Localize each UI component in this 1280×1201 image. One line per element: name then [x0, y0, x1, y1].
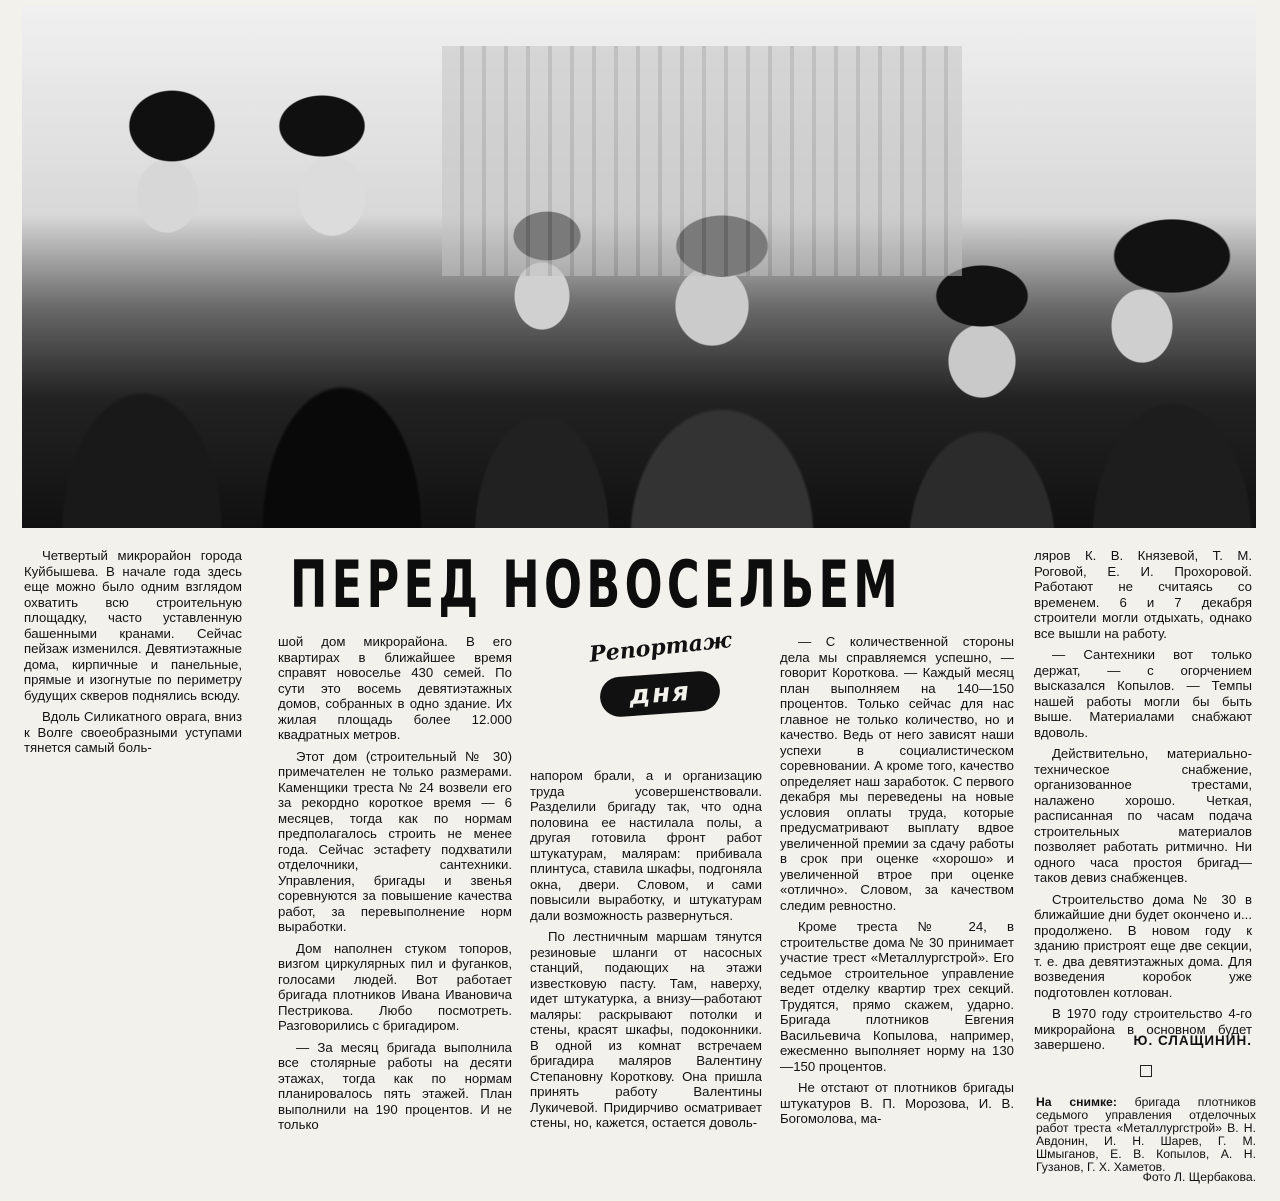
- column-1: [24, 548, 242, 762]
- caption-lead: На снимке:: [1036, 1095, 1117, 1109]
- column-5: [1034, 548, 1252, 1059]
- col5-para-5: В 1970 году строительство 4-го микрорайона в основном будет завершено.: [1034, 1006, 1252, 1052]
- caption-text: бригада плотников седьмого управления отделочных работ треста «Металлургстрой» В. Н. Авдонин, И. Н. Шарев, Г. М. Шмыганов, Е. В. Копылов, А. Н. Гузанов, Г. Х. Хаметов.: [1036, 1095, 1257, 1174]
- rubric-logo: [578, 627, 733, 722]
- col5-para-4: Строительство дома № 30 в ближайшие дни будет окончено и... продолжено. В новом году к зданию пристроят еще две секции, т. е. два девятиэтажных дома. Для возведения коробок уже подготовлен котлован.: [1034, 891, 1252, 1000]
- rubric-top: Репортаж: [588, 627, 733, 668]
- author-signature: Ю. СЛАЩИНИН.: [1133, 1033, 1252, 1048]
- photo-caption: [1036, 1096, 1256, 1174]
- col1-para-2: Вдоль Силикатного оврага, вниз к Волге своеобразными уступами тянется самый боль-: [24, 709, 242, 755]
- workers-photo: [22, 6, 1256, 528]
- workers-figures: [22, 268, 1256, 528]
- photo-credit: Фото Л. Щербакова.: [1142, 1170, 1256, 1184]
- end-mark-icon: [1140, 1065, 1152, 1077]
- column-4: [780, 634, 1014, 1133]
- col2-para-1: шой дом микрорайона. В его квартирах в ближайшее время справят новоселье 430 семей. По сути это восемь девятиэтажных домов, собранных в одно здание. Их жилая площадь более 12.000 квадратных метров.: [278, 634, 512, 742]
- rubric-bottom: дня: [599, 670, 721, 718]
- column-3: [530, 768, 762, 1137]
- col2-para-3: Дом наполнен стуком топоров, визгом циркулярных пил и фуганков, голосами людей. Вот работает бригада плотников Ивана Ивановича Пестрикова. Любо посмотреть. Разговорились с бригадиром.: [278, 940, 512, 1033]
- col5-para-1: ляров К. В. Князевой, Т. М. Роговой, Е. И. Прохоровой. Работают не считаясь со временем. 6 и 7 декабря строители могли отдыхать, однако все вышли на работу.: [1034, 548, 1252, 641]
- col4-para-1: — С количественной стороны дела мы справляемся успешно, — говорит Короткова. — Каждый месяц план выполняем на 140—150 процентов. Только сейчас для нас главное не только количество, но и качество. Ведь от него зависят наши успехи в социалистическом соревновании. А кроме того, качество определяет наш заработок. С первого декабря мы переведены на новые условия оплаты труда, которые предусматривают выплату вдвое увеличенной премии за сдачу работы в срок при оценке «хорошо» и увеличенной втрое при оценке «отлично». Словом, за качеством следим ревностно.: [780, 634, 1014, 913]
- col4-para-2: Кроме треста № 24, в строительстве дома № 30 принимает участие трест «Металлургстрой». Его седьмое строительное управление ведет отделку квартир трех секций. Трудятся, прямо скажем, ударно. Бригада плотников Евгения Васильевича Копылова, например, ежесменно выполняет норму на 130—150 процентов.: [780, 919, 1014, 1074]
- col5-para-3: Действительно, материально-техническое снабжение, организованное трестами, налажено хорошо. Четкая, расписанная по часам подача строительных материалов позволяет работать ритмично. Ни одного часа простоя бригад— таков девиз снабженцев.: [1034, 746, 1252, 885]
- building-background: [442, 46, 962, 276]
- col2-para-2: Этот дом (строительный № 30) примечателен не только размерами. Каменщики треста № 24 возвели его за рекордно короткое время — 6 месяцев, тогда как по нормам предполагалось строить не менее года. Сейчас эстафету подхватили отделочники, сантехники. Управления, бригады и звенья соревнуются за повышение качества работ, за перевыполнение норм выработки.: [278, 748, 512, 934]
- col3-para-1: напором брали, а и организацию труда усовершенствовали. Разделили бригаду так, что одна половина ее настилала полы, а другая готовила фронт работ штукатурам, малярам: прибивала плинтуса, ставила шкафы, подгоняла окна, двери. Словом, и сами повысили выработку, и штукатурам дали возможность развернуться.: [530, 768, 762, 923]
- col3-para-2: По лестничным маршам тянутся резиновые шланги от насосных станций, подающих на этажи известковую пасту. Там, наверху, идет штукатурка, а внизу—работают маляры: раскрывают потолки и стены, красят шкафы, подоконники. В одной из комнат встречаем бригадира маляров Валентину Степановну Короткову. Она пришла принять работу Валентины Лукичевой. Придирчиво осматривает стены, но, кажется, остается доволь-: [530, 929, 762, 1130]
- col2-para-4: — За месяц бригада выполнила все столярные работы на десяти этажах, тогда как по нормам планировалось пять этажей. План выполнили на 190 процентов. И не только: [278, 1039, 512, 1132]
- article-headline: ПЕРЕД НОВОСЕЛЬЕМ: [290, 545, 903, 623]
- column-2: [278, 634, 512, 1139]
- col5-para-2: — Сантехники вот только держат, — с огорчением высказался Копылов. — Темпы нашей работы могли бы быть выше. Материалами снабжают вдоволь.: [1034, 647, 1252, 740]
- col1-para-1: Четвертый микрорайон города Куйбышева. В начале года здесь еще можно было одним взглядом охватить всю строительную площадку, часто уставленную башенными кранами. Сейчас пейзаж изменился. Девятиэтажные дома, кирпичные и панельные, прямые и изогнутые по периметру будущих скверов поднялись всюду.: [24, 548, 242, 703]
- col4-para-3: Не отстают от плотников бригады штукатуров В. П. Морозова, И. В. Богомолова, ма-: [780, 1080, 1014, 1126]
